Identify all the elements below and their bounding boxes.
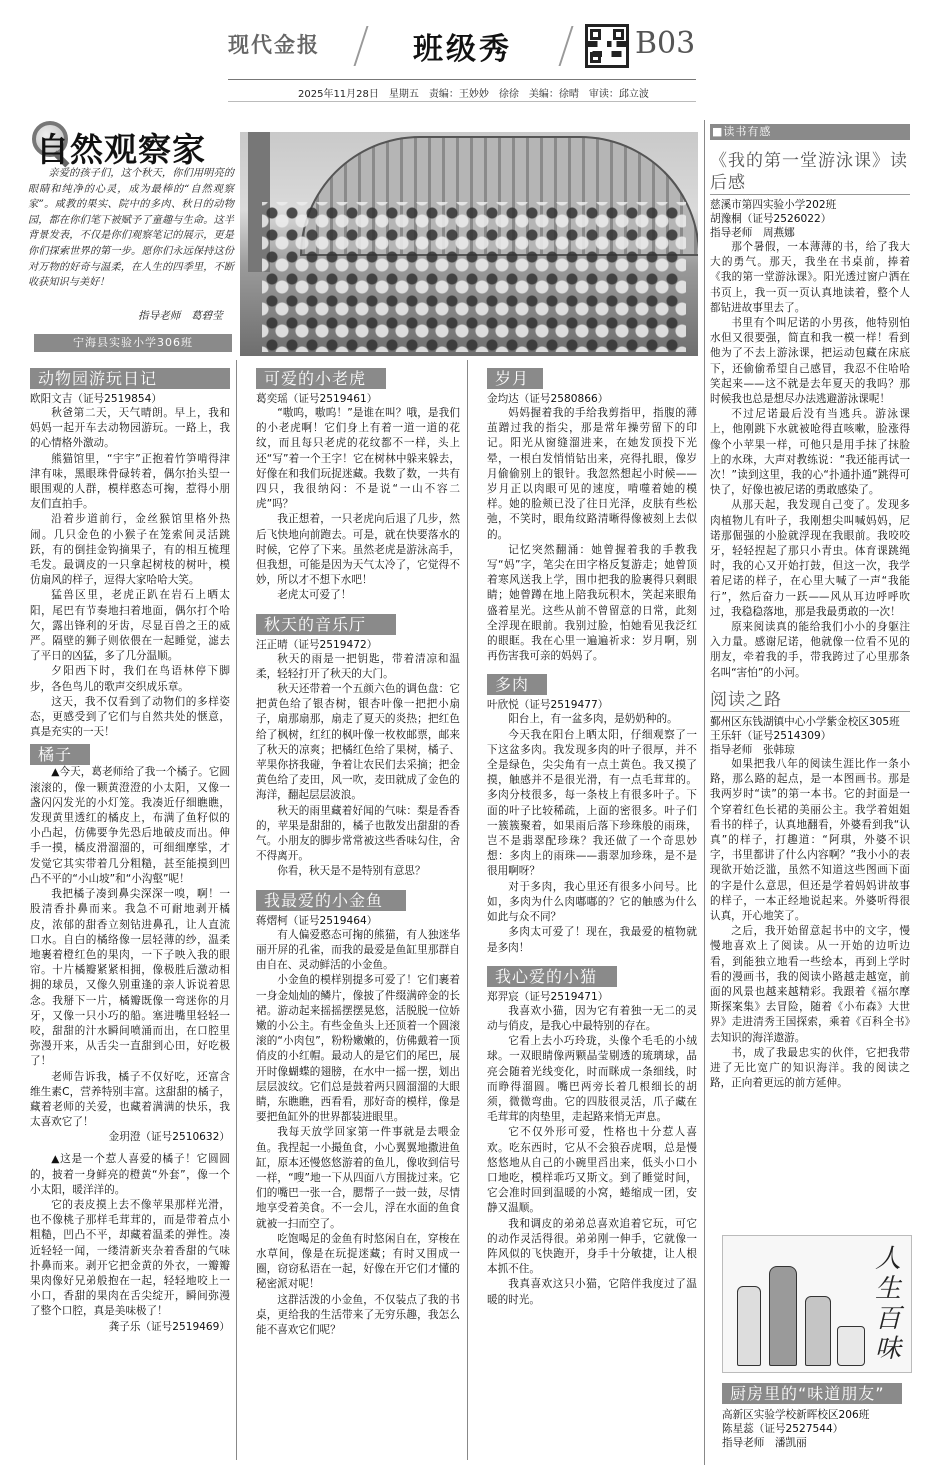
paragraph: 从那天起，我发现自己变了。发现多肉植物儿有叶子，我刚想尖叫喊妈妈，尼诺那倔强的小脸就浮现在我眼前。我咬咬牙，轻轻捏起了那只小青虫。体育课跳绳时，我的心又开始打鼓，但这一次，我学着尼诺的样子，在心里大喊了一声“我能行”，然后奋力一跃——风从耳边呼呼吹过，我稳稳落地，那是我最勇敢的一次！ (710, 499, 910, 618)
paragraph: 我喜欢小猫，因为它有着独一无二的灵动与俏皮，是我心中最特别的存在。 (487, 1004, 697, 1032)
paragraph: 之后，我开始留意起书中的文字，慢慢地喜欢上了阅读。从一开始的边听边看，到能独立地看一些绘本，再到上学时看的漫画书，我的阅读小路越走越宽，前面的风景也越来越精彩。我跟着《福尔摩斯探案集》去冒险，随着《小布森》大世界》走进清秀王国探索，乘着《百科全书》去知识的海洋遨游。 (710, 925, 910, 1044)
students-group (262, 202, 686, 352)
article-author: 胡豫桐（证号2526022） (710, 213, 832, 225)
column-1 (30, 368, 230, 1334)
paragraph: ▲这是一个惹人喜爱的橘子！它圆圆的，披着一身鲜亮的橙黄“外套”，像一个小太阳，暖洋洋的。 (30, 1153, 230, 1196)
column-rule-2 (467, 360, 468, 1460)
jar (837, 1326, 865, 1366)
feature-intro: 亲爱的孩子们，这个秋天，你们用明亮的眼睛和纯净的心灵，成为最棒的“自然观察家”。咸教的果实、院中的多肉、秋日的动物园，都在你们笔下被赋予了童趣与生命。这半背景发表，不仅是你们观察笔记的展示，更是你们探索世界的第一步。愿你们永远保持这份对万物的好奇与温柔，在人生的四季里，不断收获知识与美好！ (28, 168, 234, 289)
article-teacher: 指导老师 张韩琼 (710, 743, 795, 756)
article-body (710, 240, 910, 681)
paragraph: 多肉太可爱了！现在，我最爱的植物就是多肉！ (487, 926, 697, 954)
column-4 (710, 124, 910, 1091)
paragraph: 沿着步道前行，金丝猴馆里格外热闹。几只金色的小猴子在笼索间灵活跳跃，有的倒挂金钩摘果子，有的相互梳理毛发。最调皮的一只拿起树枝的树叶，模仿扇风的样子，逗得大家哈哈大笑。 (30, 513, 230, 587)
article-author: 叶欣悦（证号2519477） (487, 699, 609, 712)
article-teacher: 指导老师 潘凯丽 (722, 1437, 807, 1449)
paragraph: 猛兽区里，老虎正趴在岩石上晒太阳，尾巴有节奏地扫着地面，偶尔打个哈欠，露出锋利的牙齿，尽显百兽之王的威严。隔壁的狮子则依偎在一起睡觉，滤去了平日的凶猛，多了几分温顺。 (30, 589, 230, 663)
article-author: 金均达（证号2580866） (487, 393, 609, 405)
paragraph: 你看，秋天是不是特别有意思？ (277, 865, 426, 878)
article-author: 金玥澄（证号2510632） (108, 1131, 230, 1144)
paragraph: 这群活泼的小金鱼，不仅装点了我的书桌，更给我的生活带来了无穷乐趣，我怎么能不喜欢它们呢？ (256, 1293, 460, 1336)
paper-name: 现代金报 (228, 32, 320, 57)
paragraph: 对于多肉，我心里还有很多小问号。比如，多肉为什么肉嘟嘟的？它的触感为什么如此与众不同？ (487, 880, 697, 924)
article-author: 龚子乐（证号2519469） (108, 1320, 230, 1333)
article-author: 陈星蕊（证号2527544） (722, 1423, 844, 1435)
paragraph: 阳台上，有一盆多肉，是奶奶种的。 (508, 713, 678, 726)
paragraph: 我正想着，一只老虎向后退了几步，然后飞快地向前跑去。可是，就在快要落水的时候，它停了下来。虽然老虎是游泳高手，但我想，可能是因为天气太冷了，它觉得不妙，所以才不想下水吧！ (256, 513, 460, 587)
article-school: 鄞州区东钱湖镇中心小学紫金校区305班 (710, 715, 900, 728)
article-body (710, 757, 910, 1091)
article-body (487, 406, 697, 664)
page-number: B03 (635, 26, 696, 61)
article-title: 可爱的小老虎 (256, 368, 386, 389)
paragraph: 妈妈握着我的手给我剪指甲，指腹的薄茧蹭过我的指尖，那是常年操劳留下的印记。阳光从窗缝溜进来，在她发顶投下光晕，一根白发悄悄钻出来，亮得扎眼，像岁月偷偷别上的银针。我忽然想起小时候——岁月正以肉眼可见的速度，啃噬着她的模样。她的脸颊已没了往日光泽，皮肤有些松弛，不笑时，眼角纹路清晰得像被刻上去似的。 (487, 407, 697, 541)
paragraph: 它看上去小巧玲珑，头像个毛毛的小绒球。一双眼睛像两颗晶莹剔透的琉璃球，晶亮会随着光线变化，时而眯成一条细线，时而睁得溜圆。嘴巴两旁长着几根细长的胡须，微微弯曲。它的四肢很灵活，爪子藏在毛茸茸的肉垫里，走起路来悄无声息。 (487, 1035, 697, 1124)
article-school: 高新区实验学校新晖校区206班 (722, 1409, 870, 1421)
article-body (30, 406, 230, 740)
paragraph: 不过尼诺最后没有当逃兵。游泳课上，他刚跳下水就被呛得直咳嗽，脸涨得像个小苹果一样，可他只是用手抹了抹脸上的水珠，大声对教练说：“我还能再试一次！”读到这里，我的心“扑通扑通”跳得可快了，好像也被尼诺的勇敢感染了。 (710, 408, 910, 497)
class-photo (240, 132, 698, 356)
paragraph: 这天，我不仅看到了动物们的多样姿态，更感受到了它们与自然共处的惬意，真是充实的一天！ (30, 695, 230, 739)
article-author: 王乐轩（证号2514309） (710, 729, 832, 742)
feature-title: 自然观察家 (36, 130, 206, 169)
paragraph: 有人偏爱憨态可掬的熊猫，有人独迷华丽开屏的孔雀，而我的最爱是鱼缸里那群自由自在、灵动鲜活的小金鱼。 (256, 928, 460, 972)
paragraph: 吃饱喝足的金鱼有时悠闲自在，穿梭在水草间，像是在玩捉迷藏；有时又围成一圈，窃窃私语在一起，好像在开它们才懂的秘密派对呢！ (256, 1232, 460, 1291)
column-2 (256, 368, 460, 1338)
article-title: 秋天的音乐厅 (256, 614, 396, 635)
paragraph: 秋爸第二天，天气晴朗。早上，我和妈妈一起开车去动物园游玩。一路上，我的心情格外激动。 (30, 407, 230, 450)
slash-divider-2 (559, 26, 574, 66)
paragraph: 书里有个叫尼诺的小男孩，他特别怕水但又很要强，简直和我一模一样！看到他为了不去上游泳课，把运动包藏在床底下，还偷偷希望自己感冒，我忍不住哈哈笑起来——这不就是去年夏天的我吗？那时候我也总是想尽办法逃避游泳课呢！ (710, 317, 910, 406)
article-author: 蒋熠柯（证号2519464） (256, 914, 378, 927)
paragraph: 小金鱼的模样别提多可爱了！它们裹着一身金灿灿的鳞片，像披了件缀满碎金的长裙。游动起来摇摇摆摆晃悠，活脱脱一位娇嫩的小公主。有些金鱼头上还顶着一个圆滚滚的“小肉包”，粉粉嫩嫩的，仿佛戴着一顶俏皮的小红帽。最动人的是它们的尾巴，展开时像蝴蝶的翅膀，在水中一摇一摆，划出层层波纹。它们总是鼓着两只圆溜溜的大眼睛，东瞧瞧，西看看，那好奇的模样，像是要把鱼缸外的世界都装进眼里。 (256, 974, 460, 1124)
qr-code-icon (585, 24, 629, 68)
kitchen-drawing (722, 1235, 912, 1373)
masthead (0, 0, 934, 118)
paragraph: 秋天还带着一个五颜六色的调色盘：它把黄色给了银杏树，银杏叶像一把把小扇子，扇那扇那，扇走了夏天的炎热；把红色给了枫树，红红的枫叶像一枚枚邮票，邮来了秋天的凉爽；把橘红色给了果树，橘子、苹果你挤我碰，争着让农民们去采摘；把金黄色给了麦田，风一吹，麦田就成了金色的海洋，翻起层层波浪。 (256, 683, 460, 802)
paragraph: 我和调皮的弟弟总喜欢追着它玩，可它的动作灵活得很。弟弟刚一伸手，它就像一阵风似的飞快跑开，身手十分敏捷，让人根本抓不住。 (487, 1217, 697, 1276)
bottle-1 (737, 1286, 761, 1366)
calligraphy-text: 人生百味 (875, 1244, 902, 1364)
feature-teacher: 指导老师 葛碧莹 (138, 310, 223, 322)
paragraph: 记忆突然翻涌：她曾握着我的手教我写“妈”字，笔尖在田字格反复游走；她曾顶着寒风送我上学，围巾把我的脸裹得只剩眼睛；她曾蹲在地上陪我玩积木，笑起来眼角盛着星光。这些从前不曾留意的日常，此刻全浮现在眼前。我别过脸，怕她看见我泛红的眼眶。我在心里一遍遍祈求：岁月啊，别再伤害我可亲的妈妈了。 (487, 543, 697, 663)
paragraph: 我每天放学回家第一件事就是去喂金鱼。我捏起一小撮鱼食，小心翼翼地撒进鱼缸，原本还慢悠悠游着的鱼儿，像收到信号一样，“嗖”地一下从四面八方围拢过来。它们的嘴巴一张一合，腮帮子一鼓一鼓，尽情地享受着美食。不一会儿，浮在水面的鱼食就被一扫而空了。 (256, 1126, 460, 1230)
paragraph: ▲今天，葛老师给了我一个橘子。它圆滚滚的，像一颗黄澄澄的小太阳，又像一盏闪闪发光的小灯笼。我凑近仔细瞧瞧，发现黄里透红的橘皮上，布满了鱼籽似的小凸起，仿佛要争先恐后地破皮而出。伸手一摸，橘皮滑溜溜的，可细细摩挲，才发觉它其实带着几分粗糙，甚至能摸到凹凸不平的“小山坡”和“小沟壑”呢！ (30, 766, 230, 885)
article-body (30, 1152, 230, 1319)
class-banner: 宁海县实验小学306班 (34, 334, 232, 352)
article-title: 岁月 (487, 368, 543, 389)
paragraph: 熊猫馆里，“宇宇”正抱着竹笋啃得津津有味，黑眼珠骨碌转着，偶尔抬头望一眼围观的人群，模样憨态可掬，惹得小朋友们直拍手。 (30, 452, 230, 511)
paragraph: 老师告诉我，橘子不仅好吃，还富含维生素C，营养特别丰富。这甜甜的橘子，藏着老师的关爱，也藏着满满的快乐，我太喜欢它了！ (30, 1070, 230, 1129)
paragraph: 我把橘子凑到鼻尖深深一嗅，啊！一股清香扑鼻而来。我急不可耐地剥开橘皮，浓郁的甜香立刻钻进鼻孔，让人直流口水。自白的橘络像一层轻薄的纱，温柔地裹着橙红色的果肉，一下子映入我的眼帘。十片橘瓣紧紧相拥，像极胜后激动相拥的球员，又像久别重逢的亲人诉说着思念。我掰下一片，橘瓣既像一弯迷你的月牙，又像一只小巧的船。塞进嘴里轻轻一咬，甜甜的汁水瞬间喷涌而出，在口腔里弥漫开来，从舌尖一直甜到心田，好吃极了！ (30, 888, 230, 1068)
paragraph: 我真喜欢这只小猫，它陪伴我度过了温暖的时光。 (487, 1278, 697, 1306)
section-header: ■读书有感 (710, 124, 910, 140)
slash-divider (354, 26, 369, 66)
paragraph: 老虎太可爱了！ (277, 589, 352, 602)
article-title: 动物园游玩日记 (30, 368, 230, 389)
paragraph: 秋天的雨是一把钥匙，带着清凉和温柔，轻轻打开了秋天的大门。 (256, 652, 460, 680)
article-body (30, 765, 230, 1130)
section-name: 班级秀 (413, 32, 512, 67)
kitchen-article (722, 1383, 912, 1450)
paragraph: 它的表皮摸上去不像苹果那样光滑，也不像桃子那样毛茸茸的，而是带着点小粗糙，凹凸不平，却藏着温柔的弹性。凑近轻轻一闻，一缕清新夹杂着香甜的气味扑鼻而来。剥开它把金黄的外衣，一瓣瓣果肉像好兄弟般抱在一起，轻轻地咬上一小口，香甜的果肉在舌尖绽开，瞬间弥漫了整个口腔，真是美味极了！ (30, 1198, 230, 1318)
article-title: 《我的第一堂游泳课》读后感 (710, 151, 908, 193)
article-title: 阅读之路 (710, 689, 910, 712)
masthead-rule (228, 79, 696, 80)
article-body (256, 652, 460, 880)
paragraph: 今天我在阳台上晒太阳，仔细观察了一下这盆多肉。我发现多肉的叶子很厚，并不全是绿色，尖尖角有一点土黄色。我又摸了摸，触感并不是很光滑，有一点毛茸茸的。多肉分枝很多，每一条枝上有很多叶子。下面的叶子比较稀疏，上面的密很多。叶子们一簇簇聚着，如果雨后落下珍珠般的雨珠，岂不是翡翠配珍珠？我还做了一个奇思妙想：多肉上的雨珠——翡翠加珍珠，是不是很用啊呀？ (487, 728, 697, 878)
article-title: 我心爱的小猫 (487, 966, 617, 987)
article-teacher: 指导老师 周燕娜 (710, 227, 795, 239)
article-body (487, 1004, 697, 1308)
paragraph: 它不仅外形可爱，性格也十分惹人喜欢。吃东西时，它从不会狼吞虎咽，总是慢悠悠地从自己的小碗里舀出来，低头小口小口地吃，模样乖巧又斯文。到了睡觉时间，它会准时回到温暖的小窝，蜷缩成一团，安静又温顺。 (487, 1126, 697, 1215)
article-author: 汪正晴（证号2519472） (256, 638, 378, 651)
article-title: 橘子 (30, 744, 90, 765)
article-title: 我最爱的小金鱼 (256, 890, 406, 911)
paragraph: 原来阅读真的能给我们小小的身躯注入力量。感谢尼诺，他就像一位看不见的朋友，牵着我的手，带我跨过了心里那条名叫“害怕”的小河。 (710, 621, 910, 679)
bottle-3 (805, 1296, 831, 1366)
article-title: 厨房里的“味道朋友” (722, 1383, 902, 1404)
article-school: 慈溪市第四实验小学202班 (710, 199, 837, 211)
paragraph: 秋天的雨里藏着好闻的气味：梨是香香的，苹果是甜甜的，橘子也散发出甜甜的香气。小朋友的脚步常常被这些香味勾住，舍不得离开。 (256, 804, 460, 863)
column-3 (487, 368, 697, 1308)
paragraph: 夕阳西下时，我们在鸟语林停下脚步，各色鸟儿的歌声交织成乐章。 (30, 665, 230, 693)
column-rule-3 (704, 120, 705, 1465)
masthead-rule-2 (228, 101, 696, 102)
bottle-2 (769, 1266, 797, 1366)
article-author: 欧阳文吉（证号2519854） (30, 393, 162, 405)
article-body (487, 712, 697, 955)
paragraph: 如果把我八年的阅读生涯比作一条小路，那么路的起点，是一本图画书。那是我两岁时“读”的第一本书。它的封面是一个穿着红色长裙的美丽公主。我学着姐姐看书的样子，认真地翻看，外婆看到我“认真”的样子，打趣道：“阿琪，外婆不识字，书里都讲了什么内容啊？”我小小的表现欲开始泛滥，虽然不知道这些图画下面的字是什么意思，但还是学着妈妈讲故事的样子，一本正经地说起来。外婆听得很认真，开心地笑了。 (710, 757, 910, 922)
paragraph: 书，成了我最忠实的伙伴，它把我带进了无比宽广的知识海洋。我的阅读之路，正向着更远的前方延伸。 (710, 1046, 910, 1090)
article-body (256, 406, 460, 604)
article-author: 郑羿宸（证号2519471） (487, 990, 609, 1003)
article-author: 葛奕瑶（证号2519461） (256, 393, 378, 405)
dateline: 2025年11月28日 星期五 责编：王妙妙 徐徐 美编：徐晴 审读：邱立波 (298, 89, 649, 100)
feature-header (28, 120, 232, 350)
paragraph: “嗷呜，嗷呜！”是谁在叫？哦，是我们的小老虎啊！它们身上有着一道一道的花纹，而且每只老虎的花纹都不一样，头上还“写”着一个王字！它在树林中躲来躲去，好像在和我们玩捉迷藏。我数了数，一共有四只，我很纳闷：不是说“一山不容二虎”吗？ (256, 407, 460, 511)
column-rule-1 (236, 360, 237, 1460)
paragraph: 那个暑假，一本薄薄的书，给了我大大的勇气。那天，我坐在书桌前，捧着《我的第一堂游泳课》。阳光透过窗户洒在书页上，我一页一页认真地读着，整个人都钻进故事里去了。 (710, 241, 910, 314)
article-body (256, 928, 460, 1338)
article-title: 多肉 (487, 674, 547, 695)
